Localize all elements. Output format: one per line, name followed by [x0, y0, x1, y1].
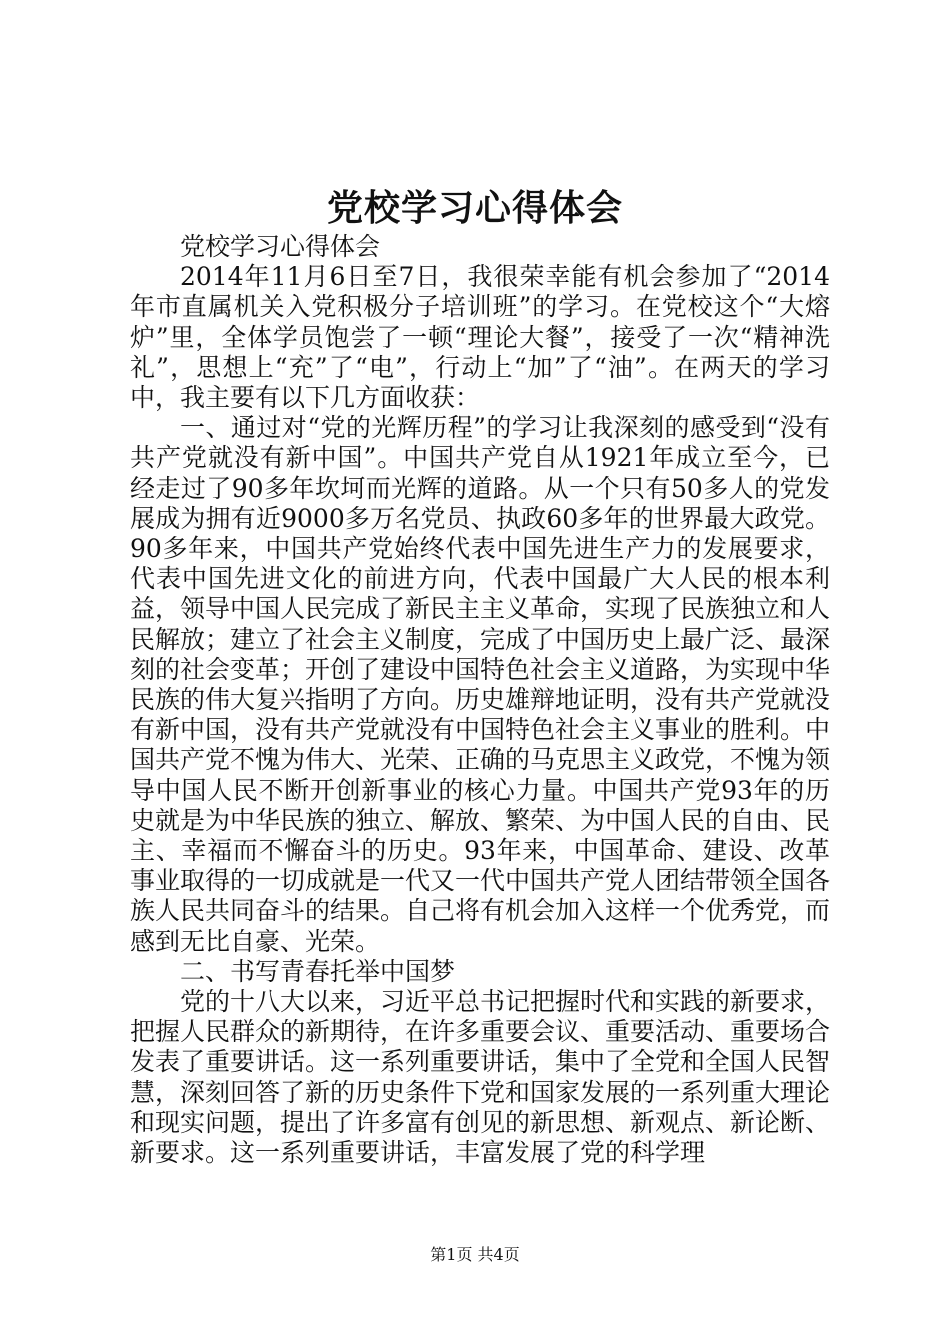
paragraph-section-two: 党的十八大以来，习近平总书记把握时代和实践的新要求，把握人民群众的新期待，在许多重要会议、重要活动、重要场合发表了重要讲话。这一系列重要讲话，集中了全党和全国人民智慧，深刻回答了新的历史条件下党和国家发展的一系列重大理论和现实问题，提出了许多富有创见的新思想、新观点、新论断、新要求。这一系列重要讲话，丰富发展了党的科学理 [130, 987, 831, 1168]
paragraph-intro: 2014年11月6日至7日，我很荣幸能有机会参加了“2014年市直属机关入党积极分子培训班”的学习。在党校这个“大熔炉”里，全体学员饱尝了一顿“理论大餐”，接受了一次“精神洗礼”，思想上“充”了“电”，行动上“加”了“油”。在两天的学习中，我主要有以下几方面收获： [130, 262, 830, 413]
paragraph-section-one: 一、通过对“党的光辉历程”的学习让我深刻的感受到“没有共产党就没有新中国”。中国共产党自从1921年成立至今，已经走过了90多年坎坷而光辉的道路。从一个只有50多人的党发展成为拥有近9000多万名党员、执政60多年的世界最大政党。90多年来，中国共产党始终代表中国先进生产力的发展要求，代表中国先进文化的前进方向，代表中国最广大人民的根本利益，领导中国人民完成了新民主主义革命，实现了民族独立和人民解放；建立了社会主义制度，完成了中国历史上最广泛、最深刻的社会变革；开创了建设中国特色社会主义道路，为实现中华民族的伟大复兴指明了方向。历史雄辩地证明，没有共产党就没有新中国，没有共产党就没有中国特色社会主义事业的胜利。中国共产党不愧为伟大、光荣、正确的马克思主义政党，不愧为领导中国人民不断开创新事业的核心力量。中国共产党93年的历史就是为中华民族的独立、解放、繁荣、为中国人民的自由、民主、幸福而不懈奋斗的历史。93年来，中国革命、建设、改革事业取得的一切成就是一代又一代中国共产党人团结带领全国各族人民共同奋斗的结果。自己将有机会加入这样一个优秀党，而感到无比自豪、光荣。 [130, 413, 831, 956]
paragraph-subtitle: 党校学习心得体会 [180, 232, 381, 261]
paragraph-section-two-heading: 二、书写青春托举中国梦 [180, 956, 456, 986]
document-title: 党校学习心得体会 [326, 187, 623, 229]
page-number-footer: 第1页 共4页 [430, 1245, 520, 1264]
document-body [130, 232, 830, 1168]
